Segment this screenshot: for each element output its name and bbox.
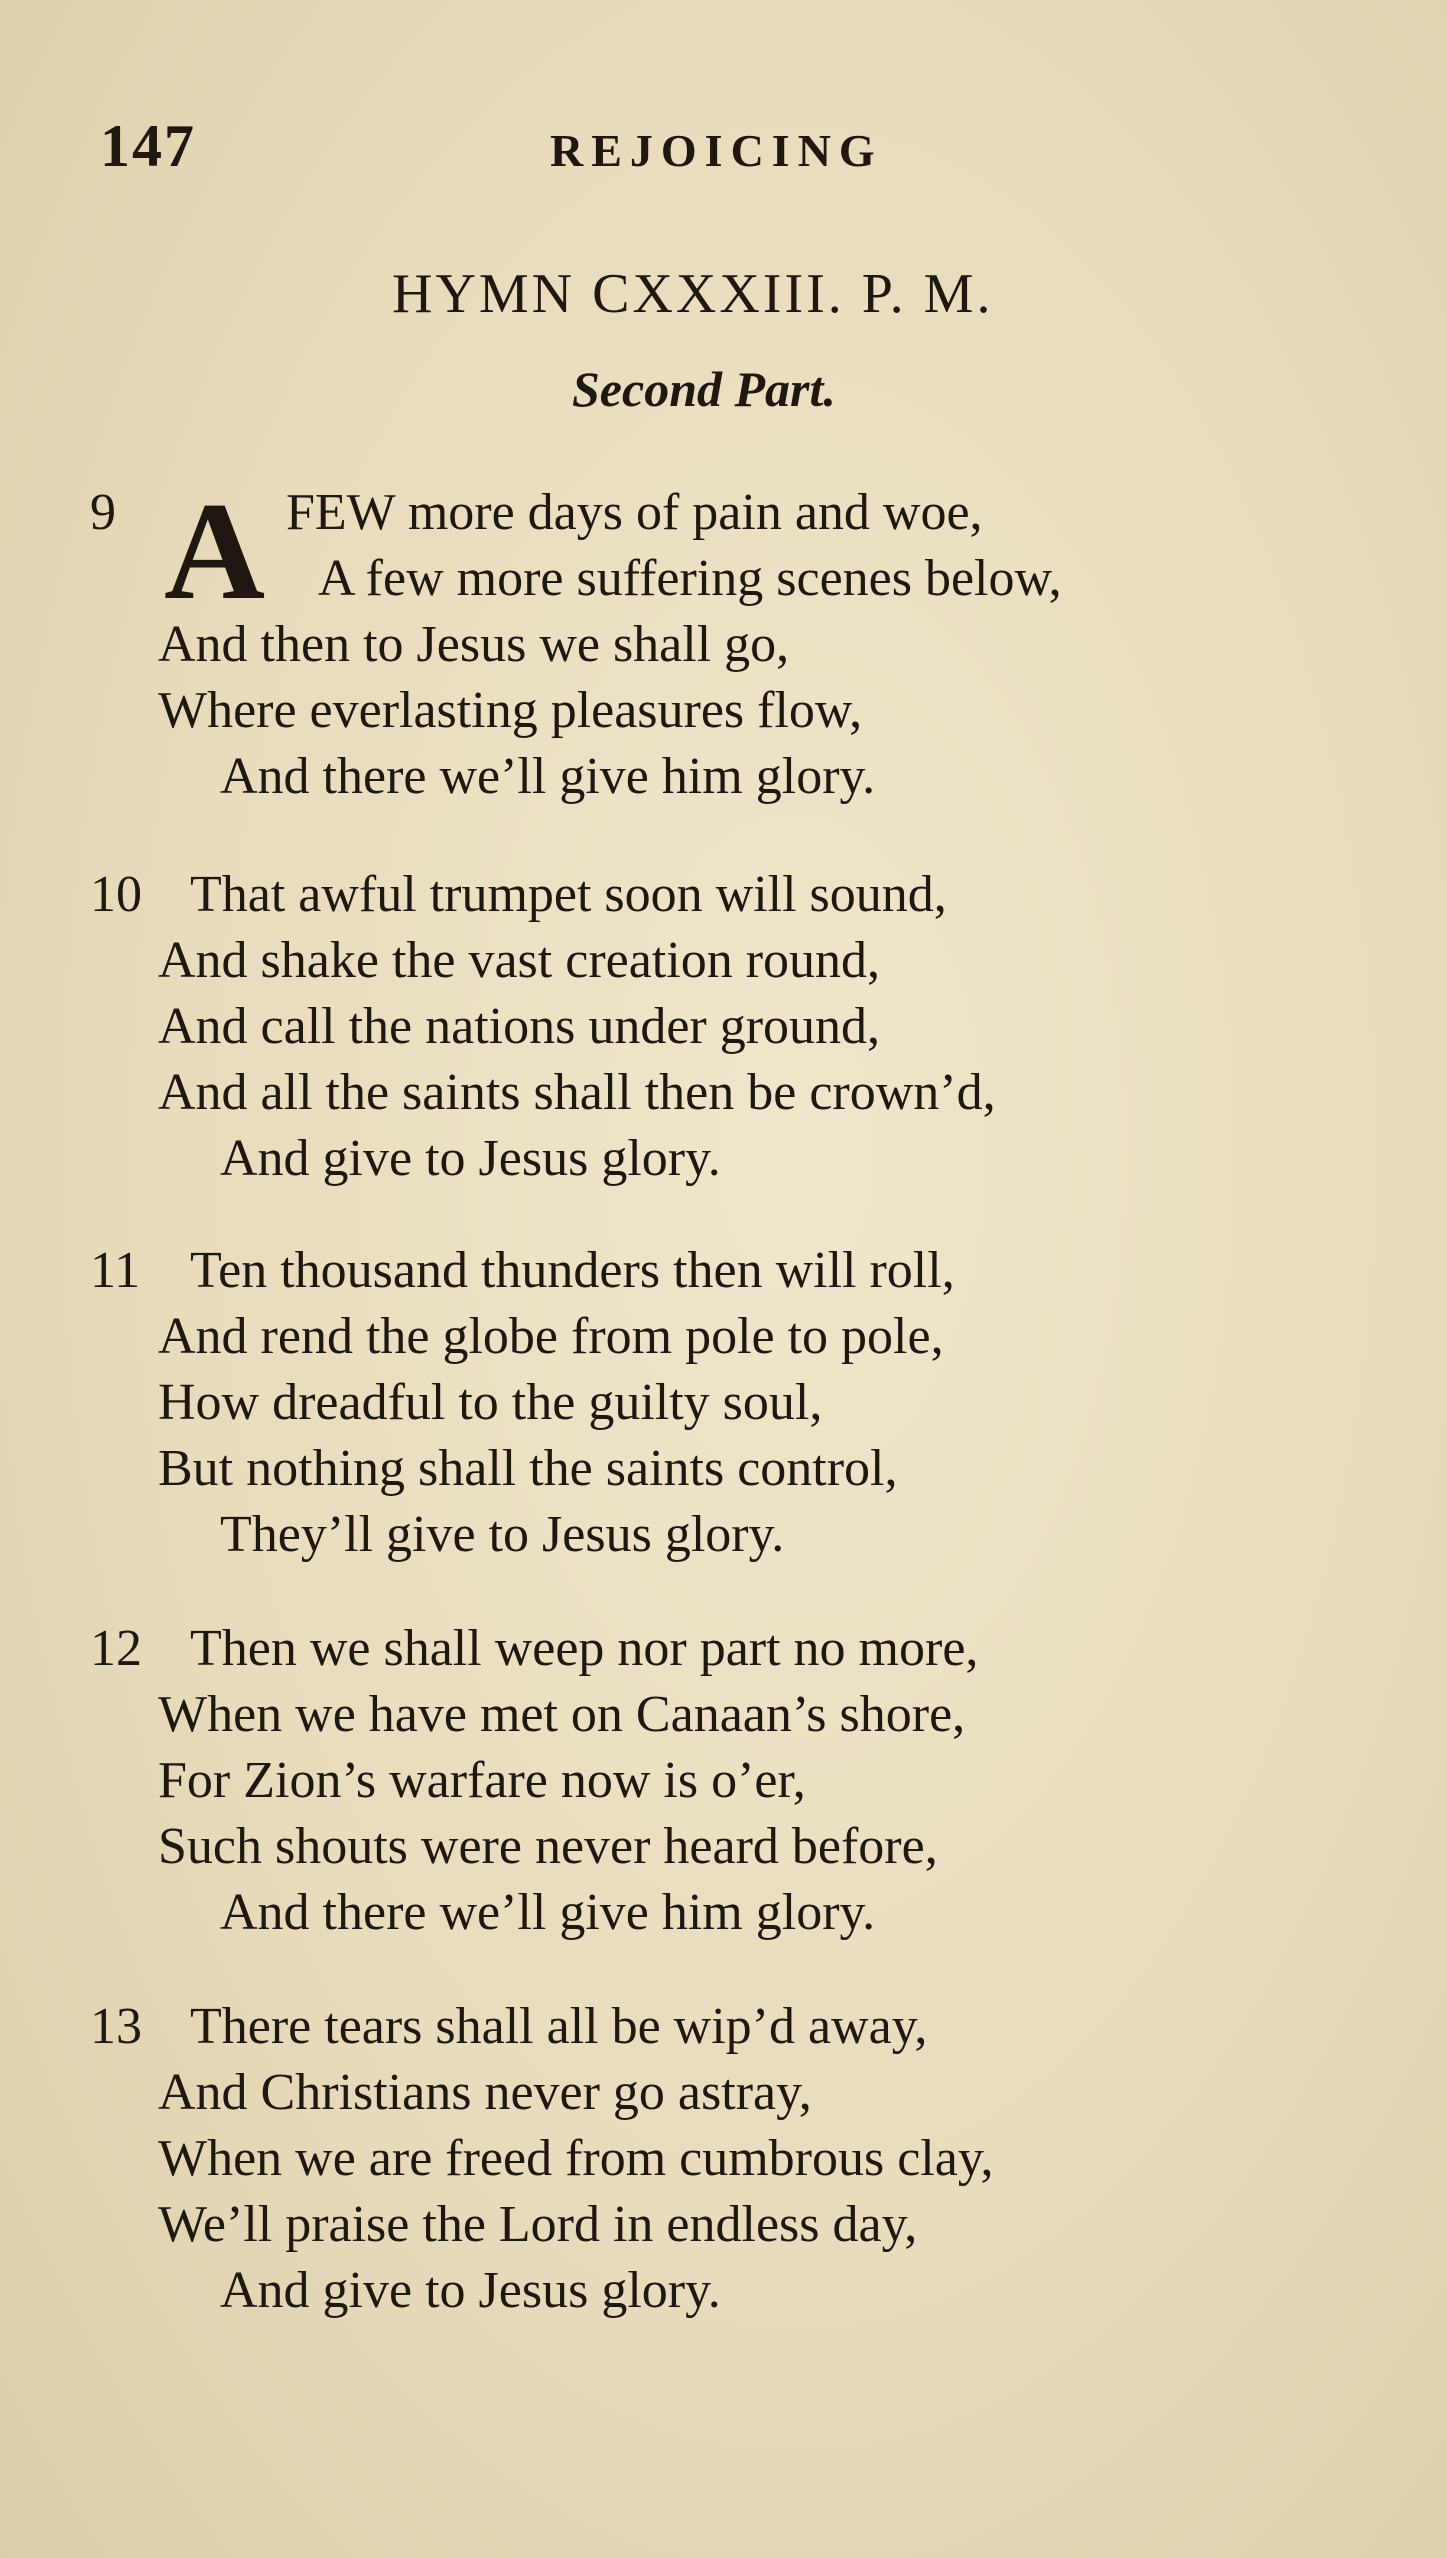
page-number: 147 xyxy=(100,113,196,179)
verse-line: But nothing shall the saints control, xyxy=(158,1440,898,1497)
verse-line: Such shouts were never heard before, xyxy=(158,1818,938,1875)
drop-cap: A xyxy=(164,474,266,629)
verse-line: They’ll give to Jesus glory. xyxy=(220,1506,785,1563)
verse-line: And there we’ll give him glory. xyxy=(220,748,876,805)
running-head xyxy=(100,112,1100,202)
verse-line: Where everlasting pleasures flow, xyxy=(158,682,863,739)
verse-line: And Christians never go astray, xyxy=(158,2064,812,2121)
verse-line: There tears shall all be wip’d away, xyxy=(190,1998,928,2055)
verse-line: We’ll praise the Lord in endless day, xyxy=(158,2196,918,2253)
verse-line: A few more suffering scenes below, xyxy=(318,550,1062,607)
verse-number: 10 xyxy=(90,866,142,923)
verse-line: And there we’ll give him glory. xyxy=(220,1884,876,1941)
verse-line: When we have met on Canaan’s shore, xyxy=(158,1686,966,1743)
verse-line: And give to Jesus glory. xyxy=(220,2262,721,2319)
verse-13 xyxy=(90,1994,1290,2324)
verse-line: For Zion’s warfare now is o’er, xyxy=(158,1752,806,1809)
verse-line: And give to Jesus glory. xyxy=(220,1130,721,1187)
verse-line: When we are freed from cumbrous clay, xyxy=(158,2130,994,2187)
verse-number: 9 xyxy=(90,484,116,541)
verse-line: And all the saints shall then be crown’d, xyxy=(158,1064,996,1121)
verse-line: And then to Jesus we shall go, xyxy=(158,616,790,673)
verse-10 xyxy=(90,862,1290,1192)
verse-line: That awful trumpet soon will sound, xyxy=(190,866,947,923)
verse-number: 11 xyxy=(90,1242,141,1299)
verse-11 xyxy=(90,1238,1290,1568)
verse-12 xyxy=(90,1616,1290,1946)
verse-line: Then we shall weep nor part no more, xyxy=(190,1620,979,1677)
verse-number: 12 xyxy=(90,1620,142,1677)
section-title: REJOICING xyxy=(550,125,883,176)
verse-line: And rend the globe from pole to pole, xyxy=(158,1308,944,1365)
verse-9 xyxy=(90,474,1290,810)
verse-line: And call the nations under ground, xyxy=(158,998,881,1055)
hymn-subtitle: Second Part. xyxy=(572,361,836,417)
verse-line: How dreadful to the guilty soul, xyxy=(158,1374,823,1431)
verse-line: FEW more days of pain and woe, xyxy=(286,484,983,541)
verse-number: 13 xyxy=(90,1998,142,2055)
verse-line: Ten thousand thunders then will roll, xyxy=(190,1242,955,1299)
verse-line: And shake the vast creation round, xyxy=(158,932,881,989)
hymn-title: HYMN CXXXIII. P. M. xyxy=(392,263,994,325)
